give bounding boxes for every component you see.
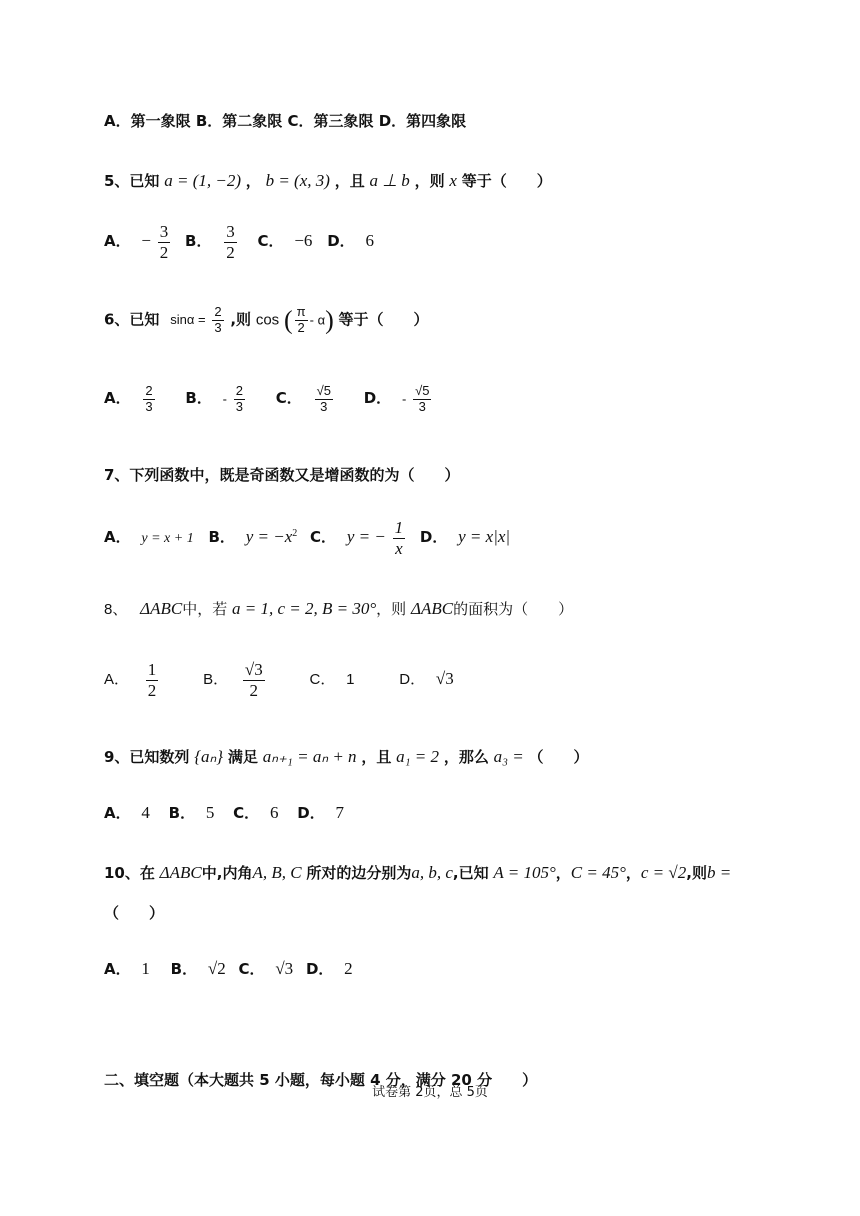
q8-stem	[104, 598, 573, 619]
section-2-heading: 二、填空题（本大题共 5 小题，每小题 4 分，满分 20 分 ）	[104, 1071, 538, 1089]
q10-option-b-value: √2	[207, 959, 226, 978]
q5-separator: ，	[245, 172, 261, 190]
q10-option-a-value: 1	[141, 959, 150, 978]
q8-triangle: ΔABC	[140, 599, 183, 618]
q10-angle-c: C = 45°	[570, 863, 626, 882]
q7-option-a-expr: y = x + 1	[141, 531, 194, 547]
q9-recurrence: aₙ₊₁ = aₙ + n	[262, 747, 357, 766]
q10-option-a-label: A．	[104, 960, 131, 978]
q5-number: 5、已知	[104, 172, 160, 190]
q5-cond-prefix: ，且	[334, 172, 365, 190]
q10-mid4: ,则	[686, 864, 707, 882]
q10-options	[104, 958, 353, 979]
q10-stem	[104, 862, 731, 883]
q5-option-a-label: A．	[104, 232, 131, 251]
q6-number: 6、已知	[104, 310, 160, 329]
q10-option-d-value: 2	[344, 959, 353, 978]
q10-triangle: ΔABC	[159, 863, 202, 882]
q6-arg-tail: - α	[309, 312, 326, 328]
q9-option-a-value: 4	[141, 803, 150, 822]
q7-option-d-label: D．	[419, 528, 448, 547]
q8-option-c-value: 1	[346, 671, 355, 689]
q7-option-b-label: B．	[208, 528, 235, 547]
q7-option-b-expr: y = −x	[245, 527, 293, 547]
q10-mid1: 中,内角	[201, 864, 253, 882]
q6-options	[104, 384, 433, 415]
q5-variable: x	[449, 171, 457, 190]
q9-sequence: {aₙ}	[194, 747, 224, 766]
q10-sep2: ，	[625, 864, 641, 882]
q10-mid2: 所对的边分别为	[306, 864, 412, 882]
q10-mid3: ,已知	[452, 864, 489, 882]
q7-options	[104, 518, 510, 558]
q9-option-d-label: D．	[297, 804, 325, 822]
q6-tail: 等于（ ）	[338, 310, 429, 329]
q5-vector-b: b = (x, 3)	[265, 171, 330, 190]
q9-stem	[104, 746, 589, 767]
q8-option-b-label: B．	[203, 671, 229, 689]
q6-func: cos	[255, 311, 280, 329]
q5-condition: a ⊥ b	[369, 171, 410, 190]
q6-option-c-fraction: $\frac{√5}{3}$	[316, 383, 331, 414]
q10-option-b-label: B．	[170, 960, 198, 978]
q10-answer-paren: （ ）	[104, 904, 165, 922]
q4-options: A．第一象限 B．第二象限 C．第三象限 D．第四象限	[104, 112, 467, 130]
q5-options	[104, 222, 374, 262]
q5-option-b-fraction: $\frac{3}{2}$	[226, 222, 235, 262]
q8-option-d-value: √3	[435, 669, 454, 689]
q6-option-b-label: B．	[185, 389, 212, 408]
q10-option-c-value: √3	[275, 959, 294, 978]
q10-option-d-label: D．	[305, 960, 334, 978]
q9-mid2: ，且	[361, 748, 392, 766]
page-footer: 试卷第 2页，总 5页	[372, 1085, 488, 1100]
q9-option-c-value: 6	[269, 803, 279, 822]
q9-option-b-value: 5	[205, 803, 215, 822]
q10-number: 10、在	[104, 864, 155, 882]
q5-option-d-label: D．	[327, 232, 355, 251]
q10-angles: A, B, C	[252, 863, 302, 882]
q10-option-c-label: C．	[238, 960, 265, 978]
q6-mid: ,则	[230, 310, 252, 329]
q5-vector-a: a = (1, −2)	[164, 171, 241, 190]
q9-options	[104, 802, 344, 823]
q6-given-fraction: $\frac{2}{3}$	[214, 304, 222, 335]
q5-option-a-fraction: $\frac{3}{2}$	[159, 222, 169, 262]
q5-stem	[104, 170, 552, 191]
q7-option-a-label: A．	[104, 528, 131, 547]
q9-ask: a₃ =	[493, 747, 524, 766]
q5-option-c-label: C．	[257, 232, 284, 251]
q8-tail: 的面积为（ ）	[453, 601, 574, 618]
q6-option-b-fraction: $\frac{2}{3}$	[235, 383, 243, 414]
q8-option-c-label: C．	[309, 671, 336, 689]
q6-option-d-fraction: $\frac{√5}{3}$	[415, 383, 430, 414]
q9-tail: （ ）	[528, 748, 589, 766]
q5-option-a-sign: −	[141, 231, 151, 251]
q5-tail: 等于（ ）	[461, 172, 552, 190]
q8-options	[104, 660, 454, 700]
q9-option-d-value: 7	[335, 803, 344, 822]
q9-option-b-label: B．	[168, 804, 196, 822]
q8-option-d-label: D．	[399, 671, 426, 689]
q9-mid1: 满足	[227, 748, 258, 766]
q6-stem: 6、已知 sinα = $\frac{2}{3}$ ,则 cos ( $\frac{\pi}{2}$ - α) 等于（ ）	[104, 304, 429, 335]
q10-ask: b =	[706, 863, 732, 882]
q5-option-d-value: 6	[365, 231, 374, 251]
q7-option-c-expr: y = −	[346, 527, 386, 547]
q5-tail-prefix: ，则	[414, 172, 445, 190]
q8-number: 8、	[104, 601, 128, 618]
q8-mid2: ，则	[376, 601, 407, 618]
q6-given-lhs: sinα =	[170, 312, 206, 328]
q7-option-d-expr: y = x|x|	[458, 527, 511, 547]
q10-angle-a: A = 105°	[493, 863, 556, 882]
q9-number: 9、已知数列	[104, 748, 190, 766]
q7-option-b-exponent: 2	[292, 528, 298, 540]
q10-sides: a, b, c	[411, 863, 453, 882]
q7-option-c-fraction: $\frac{1}{x}$	[394, 518, 404, 558]
q6-option-c-label: C．	[275, 389, 302, 408]
q8-option-a-fraction: $\frac{1}{2}$	[147, 660, 157, 700]
q8-mid1: 中，若	[182, 601, 228, 618]
q8-condition: a = 1, c = 2, B = 30°	[232, 599, 377, 618]
q9-option-a-label: A．	[104, 804, 131, 822]
q5-option-b-label: B．	[185, 232, 212, 251]
q9-option-c-label: C．	[233, 804, 260, 822]
q6-option-a-label: A．	[104, 389, 131, 408]
q8-option-a-label: A．	[104, 671, 130, 689]
q6-option-d-sign: -	[401, 391, 407, 407]
q5-option-c-value: −6	[294, 231, 313, 251]
q7-option-c-label: C．	[310, 528, 337, 547]
q6-option-d-label: D．	[363, 389, 392, 408]
q9-mid3: ，那么	[443, 748, 489, 766]
q7-stem: 7、下列函数中，既是奇函数又是增函数的为（ ）	[104, 466, 460, 484]
q10-side-c: c = √2	[640, 863, 687, 882]
q6-option-a-fraction: $\frac{2}{3}$	[145, 383, 153, 414]
q8-option-b-fraction: $\frac{√3}{2}$	[244, 660, 263, 700]
q8-triangle-2: ΔABC	[410, 599, 454, 618]
q6-arg-fraction: $\frac{\pi}{2}$	[296, 304, 306, 335]
q6-option-b-sign: -	[222, 391, 227, 407]
q10-sep1: ，	[555, 864, 571, 882]
q9-initial: a₁ = 2	[396, 747, 440, 766]
